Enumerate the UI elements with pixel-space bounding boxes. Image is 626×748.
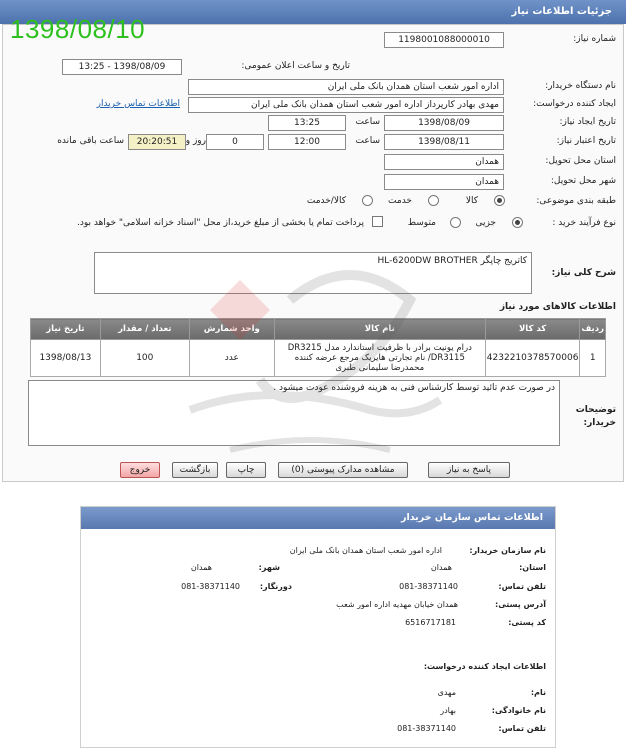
creator-field[interactable]: مهدی بهادر کارپرداز اداره امور شعب استان همدان بانک ملی ایران (188, 97, 504, 113)
process-label: نوع فرآیند خرید : (552, 218, 616, 228)
process-small-radio[interactable] (512, 217, 523, 228)
buyer-notes-field[interactable]: در صورت عدم تائید توسط کارشناس فنی به هزینه فروشنده عودت میشود . (28, 380, 560, 446)
cell-date: 1398/08/13 (31, 340, 101, 377)
remaining-label: ساعت باقی مانده (57, 136, 124, 146)
back-button[interactable]: بازگشت (172, 462, 218, 478)
contact-phone-label: تلفن تماس: (498, 582, 546, 591)
summary-field[interactable]: کاتریج چاپگر HL-6200DW BROTHER (94, 252, 532, 294)
contact-province-value: همدان (430, 563, 452, 572)
create-time-field[interactable]: 13:25 (268, 115, 346, 131)
contact-fax-value: 081-38371140 (181, 582, 240, 591)
exit-button[interactable]: خروج (120, 462, 160, 478)
contact-province-label: استان: (519, 563, 546, 572)
cell-unit: عدد (189, 340, 274, 377)
days-field[interactable]: 0 (206, 134, 264, 150)
contact-phone-value: 081-38371140 (399, 582, 458, 591)
summary-label: شرح کلی نیاز: (551, 268, 616, 278)
category-service-radio[interactable] (428, 195, 439, 206)
contact-postal-value: 6516717181 (405, 618, 456, 627)
col-row: ردیف (580, 319, 606, 340)
process-medium-radio[interactable] (450, 217, 461, 228)
contact-fax-label: دورنگار: (259, 582, 292, 591)
city-field[interactable]: همدان (384, 174, 504, 190)
province-field[interactable]: همدان (384, 154, 504, 170)
category-goods-service-radio[interactable] (362, 195, 373, 206)
creator-name-label: نام: (530, 688, 546, 697)
category-goods-service-label: کالا/خدمت (306, 196, 346, 206)
contact-address-label: آدرس پستی: (495, 600, 546, 609)
process-medium-label: متوسط (407, 218, 436, 228)
col-date: تاریخ نیاز (31, 319, 101, 340)
col-unit: واحد شمارش (189, 319, 274, 340)
creator-name-value: مهدی (437, 688, 456, 697)
contact-card-header (81, 507, 555, 529)
items-header-row (31, 319, 606, 340)
create-date-field[interactable]: 1398/08/09 (384, 115, 504, 131)
validity-time-label: ساعت (355, 136, 380, 146)
window-title: جزئیات اطلاعات نیاز (511, 6, 612, 17)
contact-org-value: اداره امور شعب استان همدان بانک ملی ایران (289, 546, 442, 555)
treasury-payment-note: پرداخت تمام یا بخشی از مبلغ خرید،از محل "اسناد خزانه اسلامی" خواهد بود. (76, 218, 364, 228)
col-name: نام کالا (274, 319, 485, 340)
contact-city-label: شهر: (258, 563, 280, 572)
announce-field[interactable]: 1398/08/09 - 13:25 (62, 59, 182, 75)
creator-label: ایجاد کننده درخواست: (533, 99, 616, 109)
date-stamp: 1398/08/10 (10, 14, 146, 44)
validity-date-field[interactable]: 1398/08/11 (384, 134, 504, 150)
treasury-payment-checkbox[interactable] (372, 216, 383, 227)
buyer-contact-link[interactable]: اطلاعات تماس خریدار (96, 99, 180, 109)
city-label: شهر محل تحویل: (550, 176, 616, 186)
contact-address-value: همدان خیابان مهدیه اداره امور شعب (336, 600, 458, 609)
cell-name: درام یونیت برادر با ظرفیت استاندارد مدل DR3215 /DR3115 نام تجارتی هایریک مرجع عرضه کننده محمدرضا سلیمانی طبری (274, 340, 485, 377)
col-code: کد کالا (485, 319, 580, 340)
creator-phone-value: 081-38371140 (397, 724, 456, 733)
need-number-field[interactable]: 1198001088000010 (384, 32, 504, 48)
need-number-label: شماره نیاز: (573, 34, 616, 44)
category-service-label: خدمت (388, 196, 412, 206)
days-label: روز و (185, 136, 206, 146)
creator-phone-label: تلفن تماس: (498, 724, 546, 733)
buyer-notes-label: توضیحات خریدار: (575, 405, 616, 428)
province-label: استان محل تحویل: (545, 156, 616, 166)
contact-postal-label: کد پستی: (508, 618, 546, 627)
col-qty: تعداد / مقدار (100, 319, 189, 340)
category-goods-radio[interactable] (494, 195, 505, 206)
table-row[interactable] (31, 340, 606, 377)
create-time-label: ساعت (355, 117, 380, 127)
contact-org-label: نام سازمان خریدار: (469, 546, 546, 555)
creator-family-label: نام خانوادگی: (491, 706, 546, 715)
category-goods-label: کالا (465, 196, 478, 206)
creator-family-value: بهادر (440, 706, 456, 715)
buyer-contact-card (80, 506, 556, 748)
buyer-org-field[interactable]: اداره امور شعب استان همدان بانک ملی ایران (188, 79, 504, 95)
print-button[interactable]: چاپ (226, 462, 266, 478)
process-small-label: جزیی (475, 218, 496, 228)
creator-section-title: اطلاعات ایجاد کننده درخواست: (423, 662, 546, 671)
validity-label: تاریخ اعتبار نیاز: (556, 136, 616, 146)
items-table (30, 318, 606, 377)
buyer-org-label: نام دستگاه خریدار: (545, 81, 616, 91)
cell-qty: 100 (100, 340, 189, 377)
reply-button[interactable]: پاسخ به نیاز (428, 462, 510, 478)
create-date-label: تاریخ ایجاد نیاز: (559, 117, 616, 127)
cell-row: 1 (580, 340, 606, 377)
category-label: طبقه بندی موضوعی: (536, 196, 616, 206)
validity-time-field[interactable]: 12:00 (268, 134, 346, 150)
cell-code: 4232210378570006 (485, 340, 580, 377)
contact-city-value: همدان (190, 563, 212, 572)
remaining-time-field: 20:20:51 (128, 134, 186, 150)
items-section-title: اطلاعات کالاهای مورد نیاز (499, 302, 616, 312)
attachments-button[interactable]: مشاهده مدارک پیوستی (0) (278, 462, 408, 478)
contact-card-title: اطلاعات تماس سازمان خریدار (400, 512, 543, 523)
announce-label: تاریخ و ساعت اعلان عمومی: (241, 61, 350, 71)
